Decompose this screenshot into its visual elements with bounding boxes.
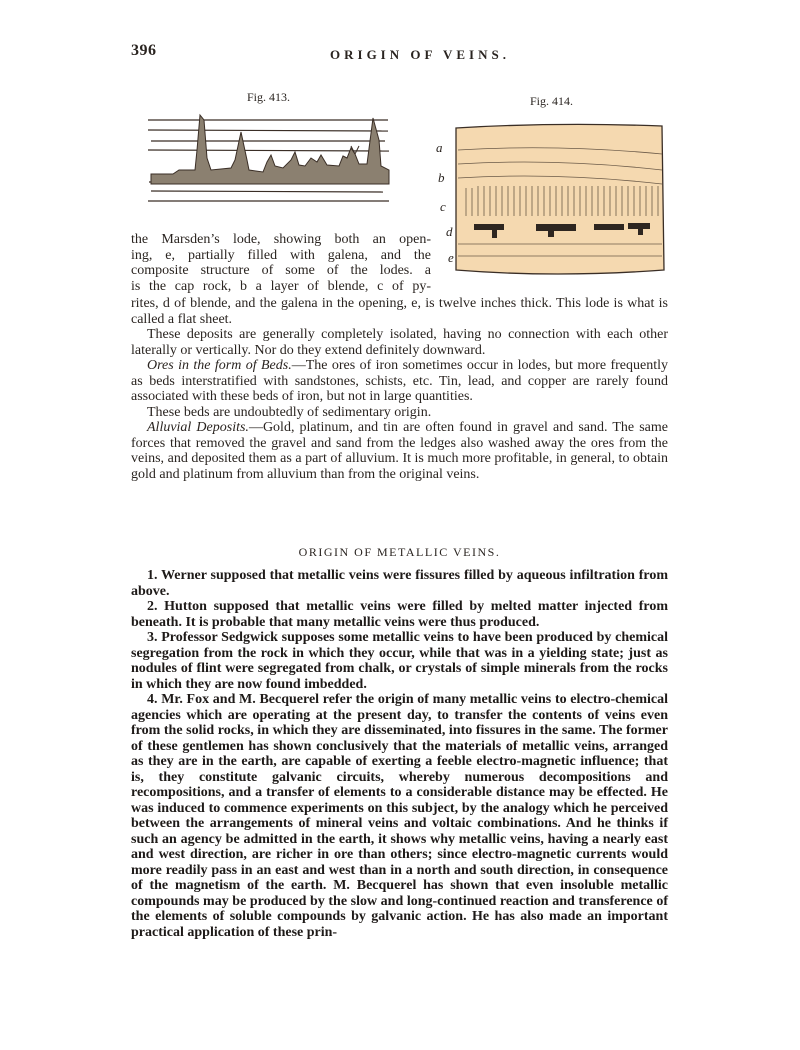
paragraph-lode-description: rites, d of blende, and the galena in the opening, e, is twelve inches thick. This lode is what is called a flat sheet. <box>131 296 668 327</box>
figure-413-lode-illustration <box>143 110 395 210</box>
list-item: 1. Werner supposed that metallic veins were fissures filled by aqueous infiltration from above. <box>131 568 668 599</box>
figure-414-label-b: b <box>438 170 445 185</box>
list-item: 4. Mr. Fox and M. Becquerel refer the origin of many metallic veins to electro-chemical agencies which are operating at the present day, to transfer the contents of veins even from the solid rocks, in which they are disseminated, into fissures in the same. The former of these gentlemen has shown conclusively that the materials of metallic veins, arranged as they are in the earth, are capable of exerting a feeble electro-magnetic influence; that is, they constitute galvanic circuits, whereby numerous decompositions and recompositions, and a transfer of elements to a considerable distance may be effected. He was induced to commence experiments on this subject, by the analogy which he perceived between the arrangements of mineral veins and voltaic combinations. And he thinks if such an agency be admitted in the earth, it shows why metallic veins, having a nearly east and west direction, are richer in ore than others; since electro-magnetic currents would more readily pass in an east and west than in a north and south direction, in consequence of the magnetism of the earth. M. Becquerel has shown that even insoluble metallic compounds may be produced by the slow and long-continued reaction and transference of the elements of soluble compounds by galvanic action. He has also made an important practical application of these prin- <box>131 692 668 940</box>
figure-414-caption: Fig. 414. <box>530 94 574 108</box>
figure-414-layered-section <box>436 120 672 290</box>
figure-414-label-a: a <box>436 140 443 155</box>
running-title: ORIGIN OF VEINS. <box>330 47 510 62</box>
description-line-2: ing, e, partially filled with galena, and the <box>131 247 431 263</box>
paragraph-deposits-isolated: These deposits are generally completely isolated, having no connection with each other laterally or vertically. Nor do they extend definitely downward. <box>131 327 668 358</box>
ores-beds-title: Ores in the form of Beds. <box>147 358 292 373</box>
figure-414-label-c: c <box>440 199 446 214</box>
figure-414-label-e: e <box>448 250 454 265</box>
figure-description-text <box>131 232 431 294</box>
description-line-4: is the cap rock, b a layer of blende, c of py- <box>131 278 431 294</box>
figure-414-label-d: d <box>446 224 453 239</box>
alluvial-deposits-body: —Gold, platinum, and tin are often found in gravel and sand. The same forces that removed the gravel and sand from the ledges also washed away the ores from the veins, and deposited them as a part of alluvium. It is much more profitable, in general, to obtain gold and platinum from alluvium than from the original veins. <box>131 420 668 482</box>
paragraph-ores-beds <box>131 358 668 405</box>
description-line-1: the Marsden’s lode, showing both an open- <box>131 232 431 247</box>
paragraph-alluvial-deposits <box>131 420 668 482</box>
alluvial-deposits-title: Alluvial Deposits. <box>147 420 249 435</box>
main-text-block <box>131 296 668 482</box>
description-line-3: composite structure of some of the lodes. a <box>131 263 431 278</box>
ores-beds-body: —The ores of iron sometimes occur in lodes, but more frequently as beds interstratified with sandstones, schists, etc. Tin, lead, and copper are rarely found associated with these beds of iron, but not in large quantities. <box>131 358 669 404</box>
metallic-veins-list <box>131 568 668 940</box>
section-heading: ORIGIN OF METALLIC VEINS. <box>298 545 501 559</box>
list-item: 2. Hutton supposed that metallic veins were filled by melted matter injected from beneath. It is probable that many metallic veins were thus produced. <box>131 599 668 630</box>
list-item: 3. Professor Sedgwick supposes some metallic veins to have been produced by chemical segregation from the rock in which they occur, while that was in a yielding state; just as nodules of flint were segregated from chalk, or crystals of simple minerals from the rocks in which they are now found imbedded. <box>131 630 668 692</box>
figure-413-caption: Fig. 413. <box>247 90 291 104</box>
page-number: 396 <box>131 42 157 59</box>
paragraph-sedimentary-origin: These beds are undoubtedly of sedimentary origin. <box>147 404 432 420</box>
